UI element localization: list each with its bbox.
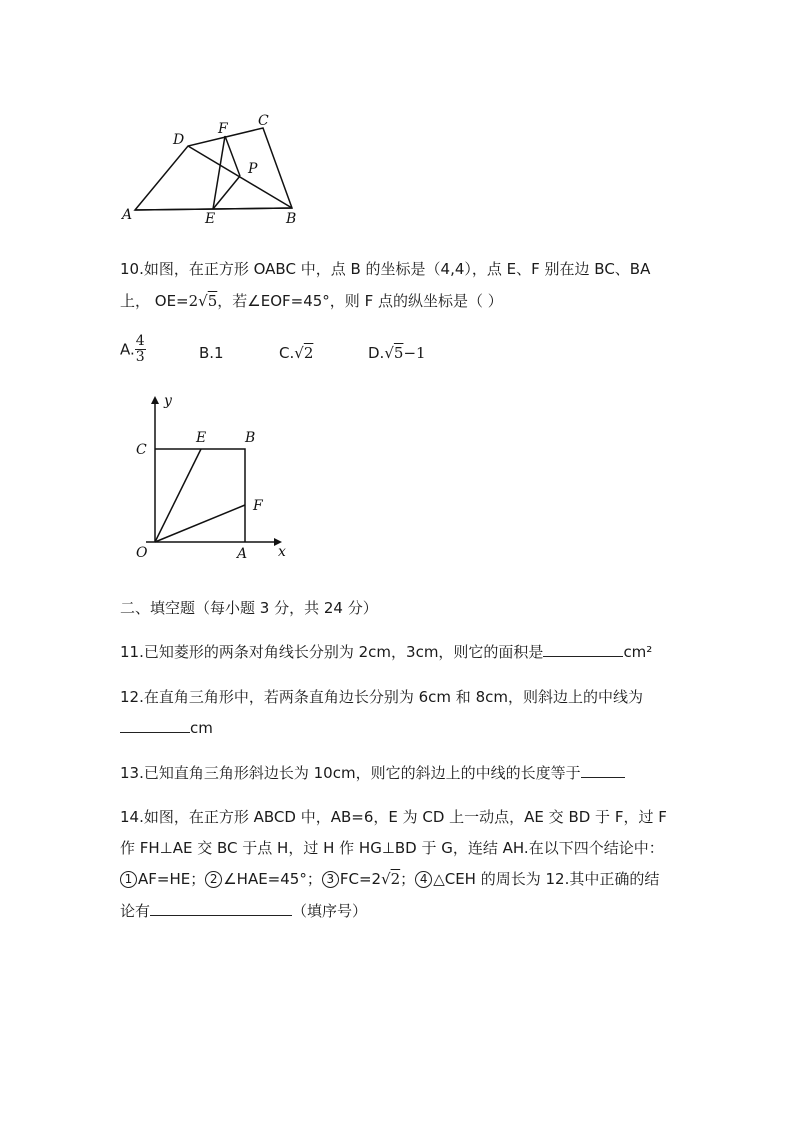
option-c-label: C. [279, 344, 295, 362]
option-d-tail: −1 [403, 344, 426, 362]
q12-unit: cm [190, 719, 213, 737]
option-c-radicand: 2 [303, 344, 314, 362]
fig1-label-a: A [122, 207, 133, 223]
radical-icon: √ [198, 292, 208, 310]
figure-square-axes [130, 390, 300, 565]
q12-line1: 12.在直角三角形中，若两条直角边长分别为 6cm 和 8cm，则斜边上的中线为 [120, 688, 643, 706]
option-a-fraction [135, 334, 146, 365]
q14-line4-post: （填序号） [292, 902, 368, 920]
section-heading: 二、填空题（每小题 3 分，共 24 分） [120, 599, 378, 617]
q14-conclusion-1: AF=HE； [138, 870, 206, 888]
circled-number-4: 4 [415, 871, 432, 888]
q10-line1: 10.如图，在正方形 OABC 中，点 B 的坐标是（4,4），点 E、F 别在边 BC、BA [120, 260, 651, 278]
q11 [120, 641, 652, 662]
radical-icon: √ [384, 344, 394, 362]
option-d-label: D. [368, 344, 385, 362]
q10-oe-coef: 2 [188, 292, 199, 310]
circled-number-2: 2 [205, 871, 222, 888]
option-c [279, 344, 313, 362]
fig2-label-o: O [136, 545, 148, 561]
radical-icon: √ [381, 870, 391, 888]
trapezoid-outline [135, 128, 292, 210]
fig1-label-e: E [205, 211, 216, 227]
q12-answer-blank[interactable] [120, 718, 190, 733]
fig2-label-f: F [253, 498, 263, 514]
q13-answer-blank[interactable] [581, 763, 625, 778]
option-a [120, 334, 146, 365]
q10-oe-rad: 5 [207, 292, 218, 310]
q14-line4 [120, 900, 367, 921]
fig1-label-b: B [286, 211, 297, 227]
q10-line2-post: ，若∠EOF=45°，则 F 点的纵坐标是（ ） [217, 292, 503, 310]
q14-line1: 14.如图，在正方形 ABCD 中，AB=6，E 为 CD 上一动点，AE 交 BD 于 F，过 F [120, 808, 667, 826]
fig1-label-c: C [258, 113, 269, 129]
q14-line4-pre: 论有 [120, 902, 151, 920]
segment-oe [155, 449, 201, 542]
option-d [368, 344, 426, 362]
q14-line2: 作 FH⊥AE 交 BC 于点 H，过 H 作 HG⊥BD 于 G，连结 AH.在以下四个结论中： [120, 839, 664, 857]
q11-unit: cm² [623, 643, 653, 661]
q13-text: 13.已知直角三角形斜边长为 10cm，则它的斜边上的中线的长度等于 [120, 764, 581, 782]
circled-number-1: 1 [120, 871, 137, 888]
fig2-label-x: x [278, 544, 286, 560]
q13 [120, 762, 625, 783]
q14-conclusion-4: △CEH 的周长为 12.其中正确的结 [433, 870, 660, 888]
q12-line2 [120, 718, 213, 737]
option-a-label: A. [120, 340, 135, 359]
fig2-label-e: E [196, 430, 207, 446]
q11-answer-blank[interactable] [543, 642, 623, 657]
fig2-label-a: A [237, 546, 248, 562]
q14-line3 [120, 868, 659, 889]
fig2-label-c: C [136, 442, 147, 458]
option-a-numerator: 4 [135, 333, 145, 349]
q10-line2 [120, 290, 503, 311]
q14-answer-blank[interactable] [150, 901, 292, 916]
segment-ef [213, 136, 225, 209]
square-outline [155, 449, 245, 542]
option-b: B.1 [199, 344, 224, 362]
figure-trapezoid [115, 108, 315, 228]
q14-conclusion-3-post: ； [400, 870, 416, 888]
circled-number-3: 3 [322, 871, 339, 888]
fig1-label-d: D [173, 132, 185, 148]
option-d-radicand: 5 [393, 344, 404, 362]
q14-conclusion-2: ∠HAE=45°； [223, 870, 322, 888]
q10-line2-pre: 上， OE= [120, 292, 189, 310]
segment-of [155, 505, 245, 542]
fig2-label-y: y [164, 393, 172, 409]
fig1-label-p: P [248, 161, 258, 177]
q11-text: 11.已知菱形的两条对角线长分别为 2cm，3cm，则它的面积是 [120, 643, 544, 661]
q14-conclusion-3-pre: FC=2 [339, 870, 382, 888]
fig1-label-f: F [218, 121, 228, 137]
radical-icon: √ [294, 344, 304, 362]
fig2-label-b: B [245, 430, 256, 446]
option-a-denominator: 3 [135, 349, 145, 365]
q14-conclusion-3-radicand: 2 [390, 870, 401, 888]
